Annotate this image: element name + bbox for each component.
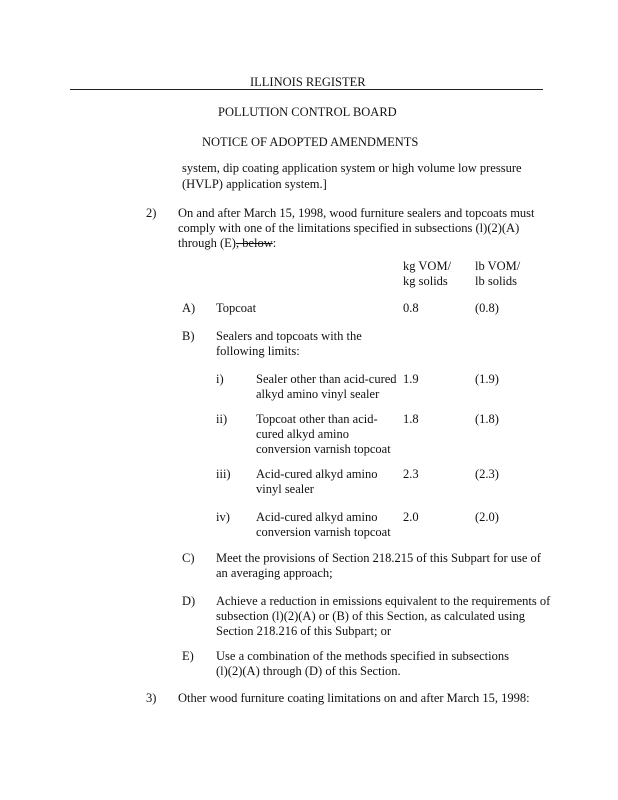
item-a-text: Topcoat [216, 301, 257, 315]
subitem-i-kg: 1.9 [403, 372, 419, 386]
subitem-iv-line-2: conversion varnish topcoat [256, 525, 391, 539]
item-b-line-2: following limits: [216, 344, 300, 358]
subitem-i-line-1: Sealer other than acid-cured [256, 372, 397, 386]
subitem-ii-line-3: conversion varnish topcoat [256, 442, 391, 456]
item-3-number: 3) [146, 691, 157, 705]
subitem-iii-kg: 2.3 [403, 467, 419, 481]
subitem-i-label: i) [216, 372, 224, 386]
item-a-label: A) [182, 301, 196, 315]
subitem-ii-line-2: cured alkyd amino [256, 427, 350, 441]
item-e-line-2: (l)(2)(A) through (D) of this Section. [216, 664, 401, 678]
item-a-lb: (0.8) [475, 301, 499, 315]
subitem-ii-line-1: Topcoat other than acid- [256, 412, 378, 426]
subitem-iii-lb: (2.3) [475, 467, 499, 481]
item-2-line-1: On and after March 15, 1998, wood furniture sealers and topcoats must [178, 206, 535, 220]
header-rule [70, 89, 543, 90]
board-title: POLLUTION CONTROL BOARD [218, 105, 397, 119]
item-c-label: C) [182, 551, 195, 565]
item-a-kg: 0.8 [403, 301, 419, 315]
lb-header-line-1: lb VOM/ [475, 259, 521, 273]
continuation-line-1: system, dip coating application system or high volume low pressure [182, 161, 522, 175]
item-2-line-3-suffix: : [272, 236, 277, 250]
item-c-line-1: Meet the provisions of Section 218.215 of this Subpart for use of [216, 551, 541, 565]
subitem-iv-label: iv) [216, 510, 230, 524]
subitem-iii-line-2: vinyl sealer [256, 482, 314, 496]
subitem-iv-lb: (2.0) [475, 510, 499, 524]
item-2-line-3-prefix: through (E) [178, 236, 236, 250]
subitem-i-line-2: alkyd amino vinyl sealer [256, 387, 380, 401]
item-b-label: B) [182, 329, 195, 343]
item-e-line-1: Use a combination of the methods specified in subsections [216, 649, 509, 663]
subitem-ii-kg: 1.8 [403, 412, 419, 426]
kg-header-line-2: kg solids [403, 274, 448, 288]
item-2-line-3 [178, 235, 276, 251]
kg-header-line-1: kg VOM/ [403, 259, 452, 273]
item-d-label: D) [182, 594, 196, 608]
notice-title: NOTICE OF ADOPTED AMENDMENTS [202, 135, 419, 149]
item-d-line-1: Achieve a reduction in emissions equivalent to the requirements of [216, 594, 551, 608]
item-e-label: E) [182, 649, 194, 663]
item-c-line-2: an averaging approach; [216, 566, 333, 580]
subitem-iv-kg: 2.0 [403, 510, 419, 524]
subitem-i-lb: (1.9) [475, 372, 499, 386]
subitem-iii-line-1: Acid-cured alkyd amino [256, 467, 378, 481]
continuation-line-2: (HVLP) application system.] [182, 177, 327, 191]
subitem-iv-line-1: Acid-cured alkyd amino [256, 510, 378, 524]
item-d-line-2: subsection (l)(2)(A) or (B) of this Section, as calculated using [216, 609, 525, 623]
subitem-iii-label: iii) [216, 467, 231, 481]
item-2-number: 2) [146, 206, 157, 220]
register-title: ILLINOIS REGISTER [250, 75, 366, 89]
subitem-ii-label: ii) [216, 412, 228, 426]
item-3-text: Other wood furniture coating limitations on and after March 15, 1998: [178, 691, 530, 705]
item-d-line-3: Section 218.216 of this Subpart; or [216, 624, 391, 638]
item-2-line-2: comply with one of the limitations specified in subsections (l)(2)(A) [178, 221, 520, 235]
item-b-line-1: Sealers and topcoats with the [216, 329, 362, 343]
item-2-struck-text: , below [235, 236, 273, 250]
subitem-ii-lb: (1.8) [475, 412, 499, 426]
lb-header-line-2: lb solids [475, 274, 518, 288]
